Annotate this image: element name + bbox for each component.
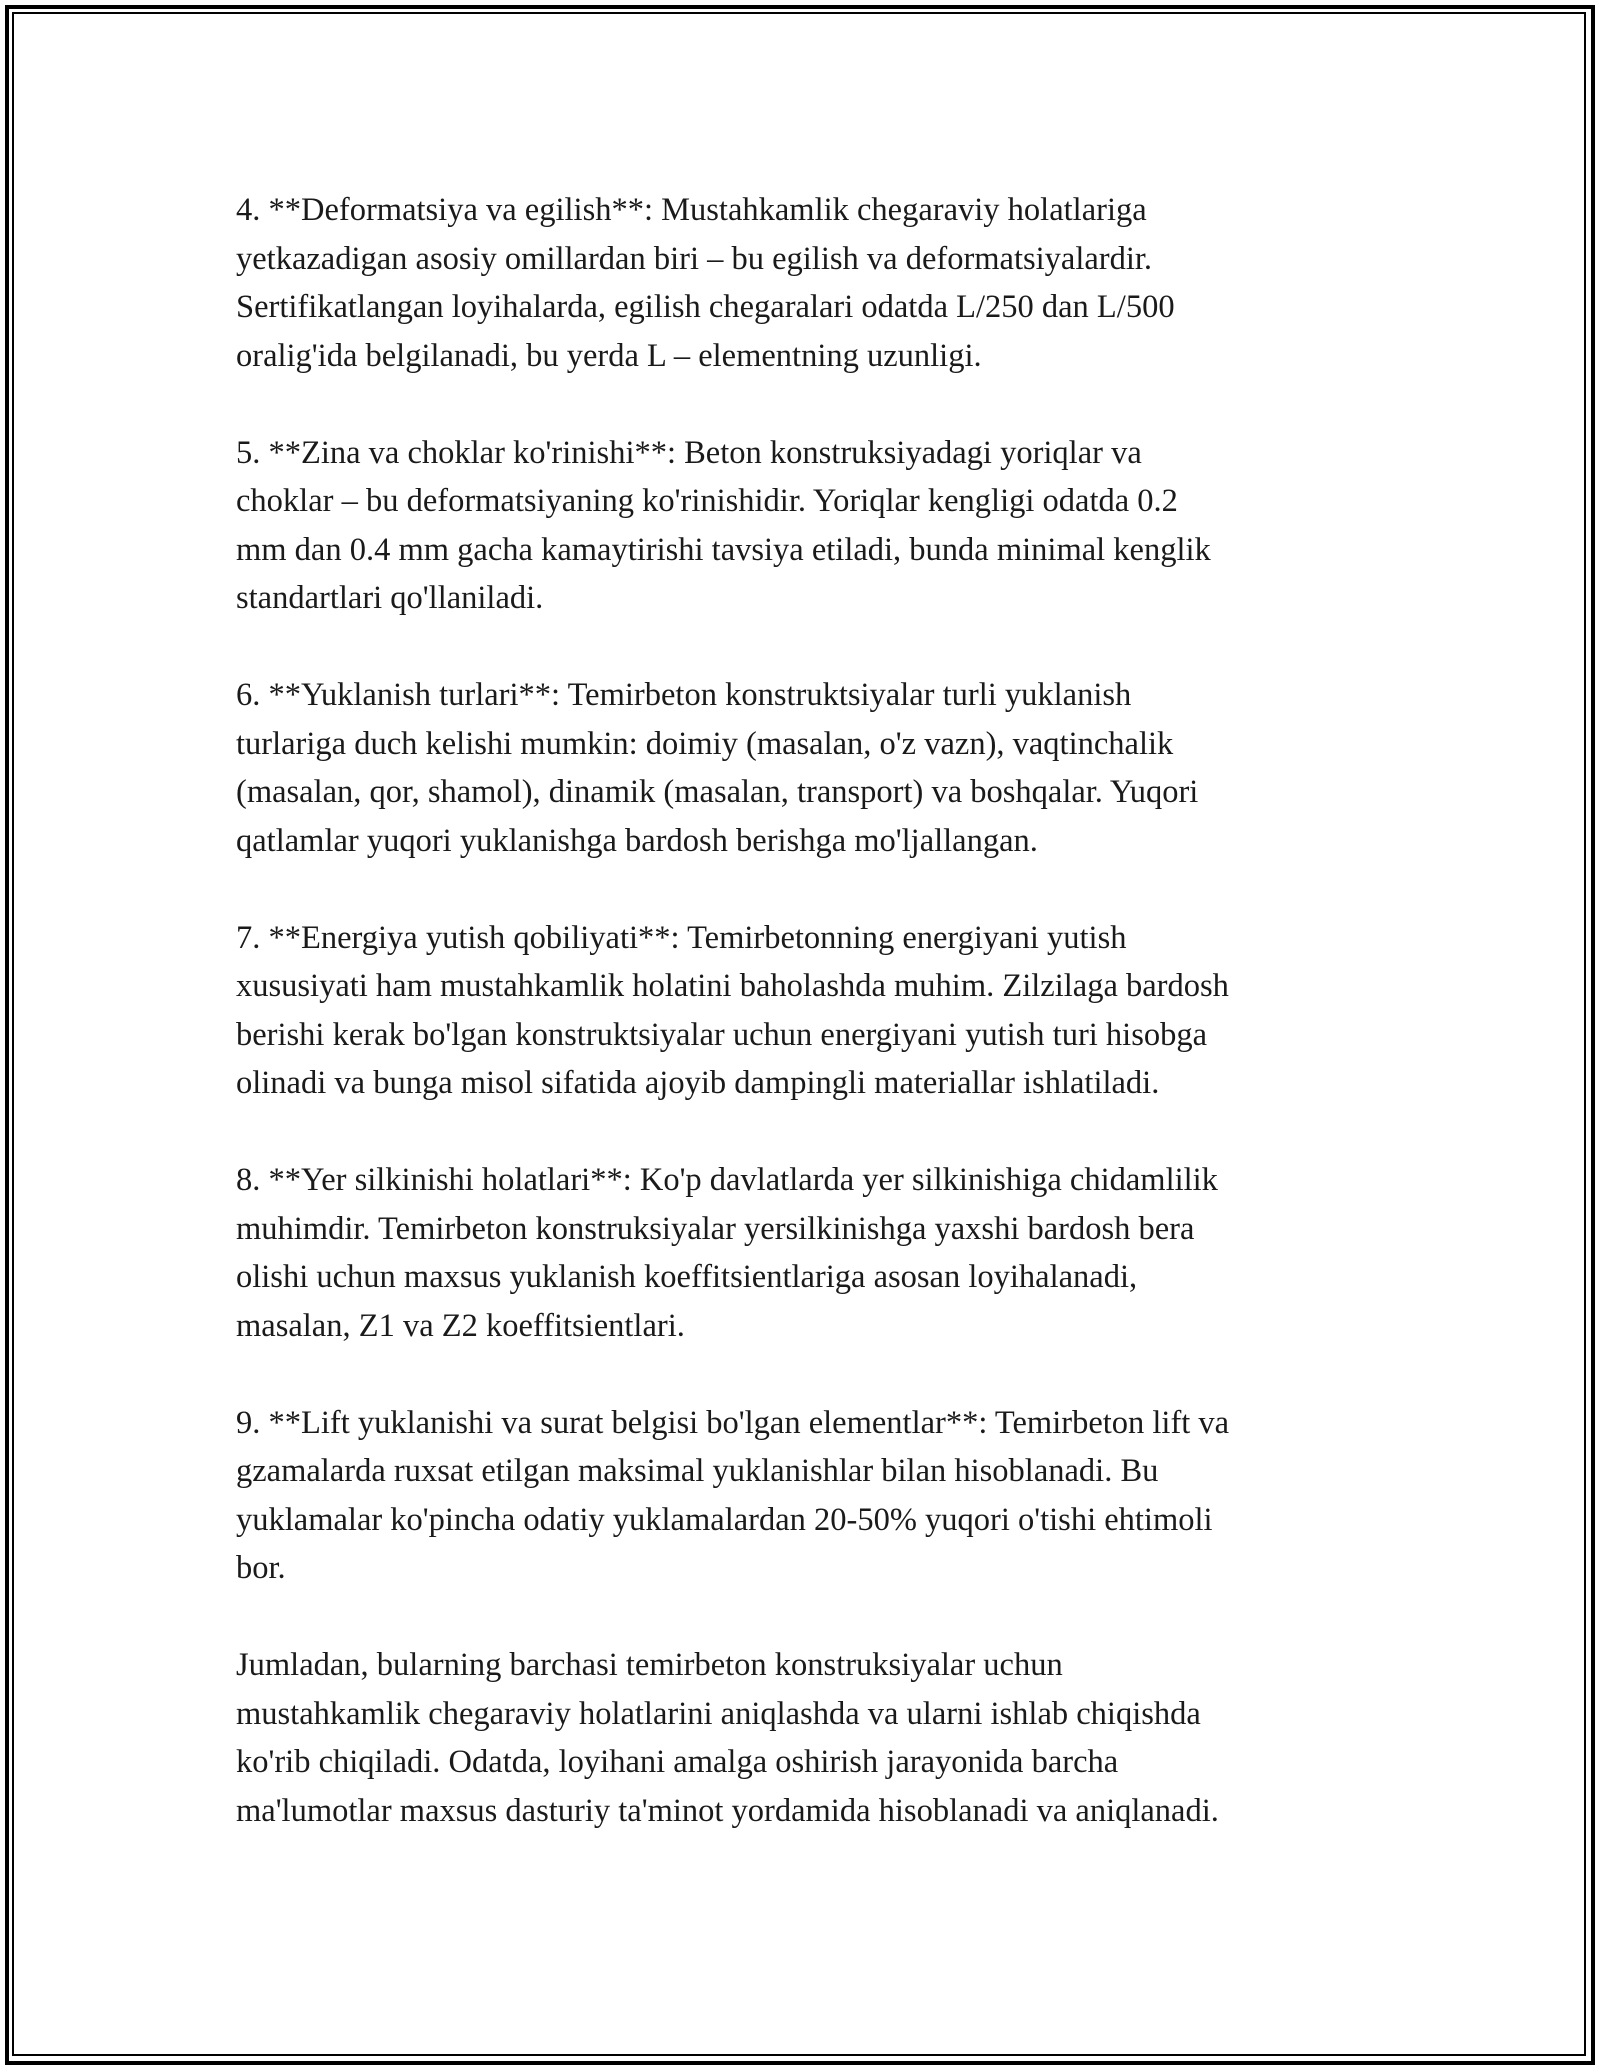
paragraph-6-yuklanish-turlari: 6. **Yuklanish turlari**: Temirbeton konstruktsiyalar turli yuklanish turlariga duch kelishi mumkin: doimiy (masalan, o'z vazn), vaqtinchalik (masalan, qor, shamol), dinamik (masalan, transport) va boshqalar. Yuqori qatlamlar yuqori yuklanishga bardosh berishga mo'ljallangan.: [236, 677, 1199, 859]
paragraph-5-zina-choklar: 5. **Zina va choklar ko'rinishi**: Beton konstruksiyadagi yoriqlar va choklar – bu deformatsiyaning ko'rinishidir. Yoriqlar kengligi odatda 0.2 mm dan 0.4 mm gacha kamaytirishi tavsiya etiladi, bunda minimal kenglik standartlari qo'llaniladi.: [236, 434, 1211, 616]
paragraph-4-deformatsiya: 4. **Deformatsiya va egilish**: Mustahkamlik chegaraviy holatlariga yetkazadigan asosiy omillardan biri – bu egilish va deformatsiyalardir. Sertifikatlangan loyihalarda, egilish chegaralari odatda L/250 dan L/500 oralig'ida belgilanadi, bu yerda L – elementning uzunligi.: [236, 192, 1175, 374]
paragraph-8-yer-silkinishi: 8. **Yer silkinishi holatlari**: Ko'p davlatlarda yer silkinishiga chidamlilik muhimdir. Temirbeton konstruksiyalar yersilkinishga yaxshi bardosh bera olishi uchun maxsus yuklanish koeffitsientlariga asosan loyihalanadi, masalan, Z1 va Z2 koeffitsientlari.: [236, 1162, 1218, 1344]
paragraph-9-lift-yuklanishi: 9. **Lift yuklanishi va surat belgisi bo'lgan elementlar**: Temirbeton lift va gzamalarda ruxsat etilgan maksimal yuklanishlar bilan hisoblanadi. Bu yuklamalar ko'pincha odatiy yuklamalardan 20-50% yuqori o'tishi ehtimoli bor.: [236, 1404, 1230, 1586]
paragraph-7-energiya-yutish: 7. **Energiya yutish qobiliyati**: Temirbetonning energiyani yutish xususiyati ham mustahkamlik holatini baholashda muhim. Zilzilaga bardosh berishi kerak bo'lgan konstruktsiyalar uchun energiyani yutish turi hisobga olinadi va bunga misol sifatida ajoyib dampingli materiallar ishlatiladi.: [236, 919, 1229, 1101]
document-body: [236, 186, 1366, 1884]
paragraph-conclusion: Jumladan, bularning barchasi temirbeton konstruksiyalar uchun mustahkamlik chegaraviy holatlarini aniqlashda va ularni ishlab chiqishda ko'rib chiqiladi. Odatda, loyihani amalga oshirish jarayonida barcha ma'lumotlar maxsus dasturiy ta'minot yordamida hisoblanadi va aniqlanadi.: [236, 1647, 1219, 1829]
